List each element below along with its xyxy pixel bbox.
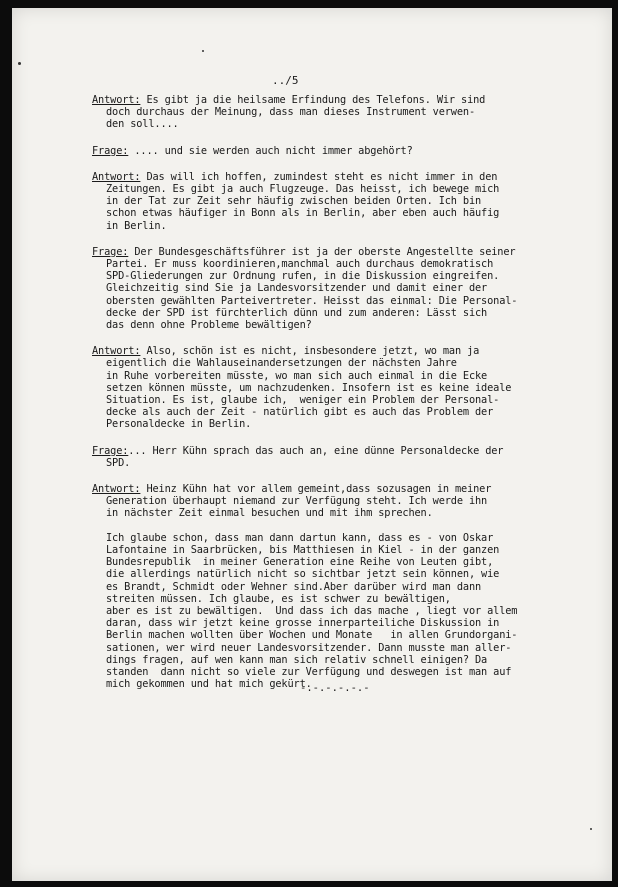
qa-block <box>92 483 600 690</box>
line-text: .... und sie werden auch nicht immer abgehört? <box>128 144 413 157</box>
text-line: setzen können müsste, um nachzudenken. Insofern ist es keine ideale <box>106 381 512 394</box>
text-line: SPD-Gliederungen zur Ordnung rufen, in die Diskussion eingreifen. <box>106 270 500 283</box>
answer-paragraph <box>92 532 600 691</box>
text-line: Bundesrepublik in meiner Generation eine Reihe von Leuten gibt, <box>106 556 494 569</box>
scan-speck <box>202 50 204 52</box>
line-text: Also, schön ist es nicht, insbesondere jetzt, wo man ja <box>140 345 480 358</box>
end-rule: -.-.-.-.-.- <box>300 682 370 694</box>
text-line: mich gekommen und hat mich gekürt. <box>106 678 312 691</box>
text-line <box>92 246 600 258</box>
speaker-label: Frage: <box>92 245 129 258</box>
speaker-label: Frage: <box>92 144 129 157</box>
speaker-label: Frage: <box>92 444 129 457</box>
line-text: Der Bundesgeschäftsführer ist ja der oberste Angestellte seiner <box>128 245 516 258</box>
text-line <box>92 94 600 106</box>
text-line: es Brandt, Schmidt oder Wehner sind.Aber darüber wird man dann <box>106 580 482 593</box>
text-line: SPD. <box>106 456 131 469</box>
text-line: in Berlin. <box>106 219 167 232</box>
scan-speck <box>590 828 592 830</box>
text-line: Lafontaine in Saarbrücken, bis Matthiesen in Kiel - in der ganzen <box>106 543 500 556</box>
qa-block <box>92 145 600 157</box>
text-line <box>92 445 600 457</box>
text-line: Gleichzeitig sind Sie ja Landesvorsitzender und damit einer der <box>106 282 488 295</box>
text-line: eigentlich die Wahlauseinandersetzungen der nächsten Jahre <box>106 357 457 370</box>
qa-block <box>92 345 600 430</box>
text-line <box>92 345 600 357</box>
qa-block <box>92 445 600 469</box>
text-line: decke der SPD ist fürchterlich dünn und zum anderen: Lässt sich <box>106 306 488 319</box>
qa-block <box>92 171 600 232</box>
text-line: standen dann nicht so viele zur Verfügung und deswegen ist man auf <box>106 665 512 678</box>
text-line <box>92 483 600 495</box>
line-text: Heinz Kühn hat vor allem gemeint,dass sozusagen in meiner <box>140 483 492 496</box>
speaker-label: Antwort: <box>92 483 141 496</box>
page-number: ../5 <box>272 74 299 87</box>
text-line: den soll.... <box>106 118 179 131</box>
text-line: Ich glaube schon, dass man dann dartun kann, dass es - von Oskar <box>106 531 494 544</box>
text-line: Situation. Es ist, glaube ich, weniger ein Problem der Personal- <box>106 394 500 407</box>
speaker-label: Antwort: <box>92 94 141 106</box>
text-line: Generation überhaupt niemand zur Verfügung steht. Ich werde ihn <box>106 495 488 508</box>
line-text: ... Herr Kühn sprach das auch an, eine dünne Personaldecke der <box>128 444 504 457</box>
scan-speck <box>18 62 21 65</box>
text-line: daran, dass wir jetzt keine grosse innerparteiliche Diskussion in <box>106 617 500 630</box>
interview-transcript <box>92 94 600 704</box>
line-text: Das will ich hoffen, zumindest steht es nicht immer in den <box>140 170 498 183</box>
text-line: in Ruhe vorbereiten müsste, wo man sich auch einmal in die Ecke <box>106 369 488 382</box>
text-line: das denn ohne Probleme bewältigen? <box>106 319 312 332</box>
qa-block <box>92 246 600 331</box>
text-line <box>92 171 600 183</box>
qa-block <box>92 94 600 131</box>
text-line: decke als auch der Zeit - natürlich gibt es auch das Problem der <box>106 406 494 419</box>
text-line: aber es ist zu bewältigen. Und dass ich das mache , liegt vor allem <box>106 604 518 617</box>
text-line: Partei. Er muss koordinieren,manchmal auch durchaus demokratisch <box>106 258 494 271</box>
text-line: sationen, wer wird neuer Landesvorsitzender. Dann musste man aller- <box>106 641 512 654</box>
text-line: doch durchaus der Meinung, dass man dieses Instrument verwen- <box>106 106 476 119</box>
text-line: obersten gewählten Parteivertreter. Heisst das einmal: Die Personal- <box>106 294 518 307</box>
text-line: in der Tat zur Zeit sehr häufig zwischen beiden Orten. Ich bin <box>106 195 482 208</box>
text-line: in nächster Zeit einmal besuchen und mit ihm sprechen. <box>106 507 433 520</box>
text-line <box>92 145 600 157</box>
speaker-label: Antwort: <box>92 170 141 183</box>
text-line: die allerdings natürlich nicht so sichtbar jetzt sein können, wie <box>106 568 500 581</box>
text-line: streiten müssen. Ich glaube, es ist schwer zu bewältigen, <box>106 592 451 605</box>
text-line: Personaldecke in Berlin. <box>106 418 252 431</box>
speaker-label: Antwort: <box>92 345 141 358</box>
line-text: Es gibt ja die heilsame Erfindung des Telefons. Wir sind <box>140 94 486 106</box>
text-line: Zeitungen. Es gibt ja auch Flugzeuge. Das heisst, ich bewege mich <box>106 183 500 196</box>
text-line: dings fragen, auf wen kann man sich relativ schnell einigen? Da <box>106 653 488 666</box>
text-line: Berlin machen wollten über Wochen und Monate in allen Grundorgani- <box>106 629 518 642</box>
text-line: schon etwas häufiger in Bonn als in Berlin, aber eben auch häufig <box>106 207 500 220</box>
